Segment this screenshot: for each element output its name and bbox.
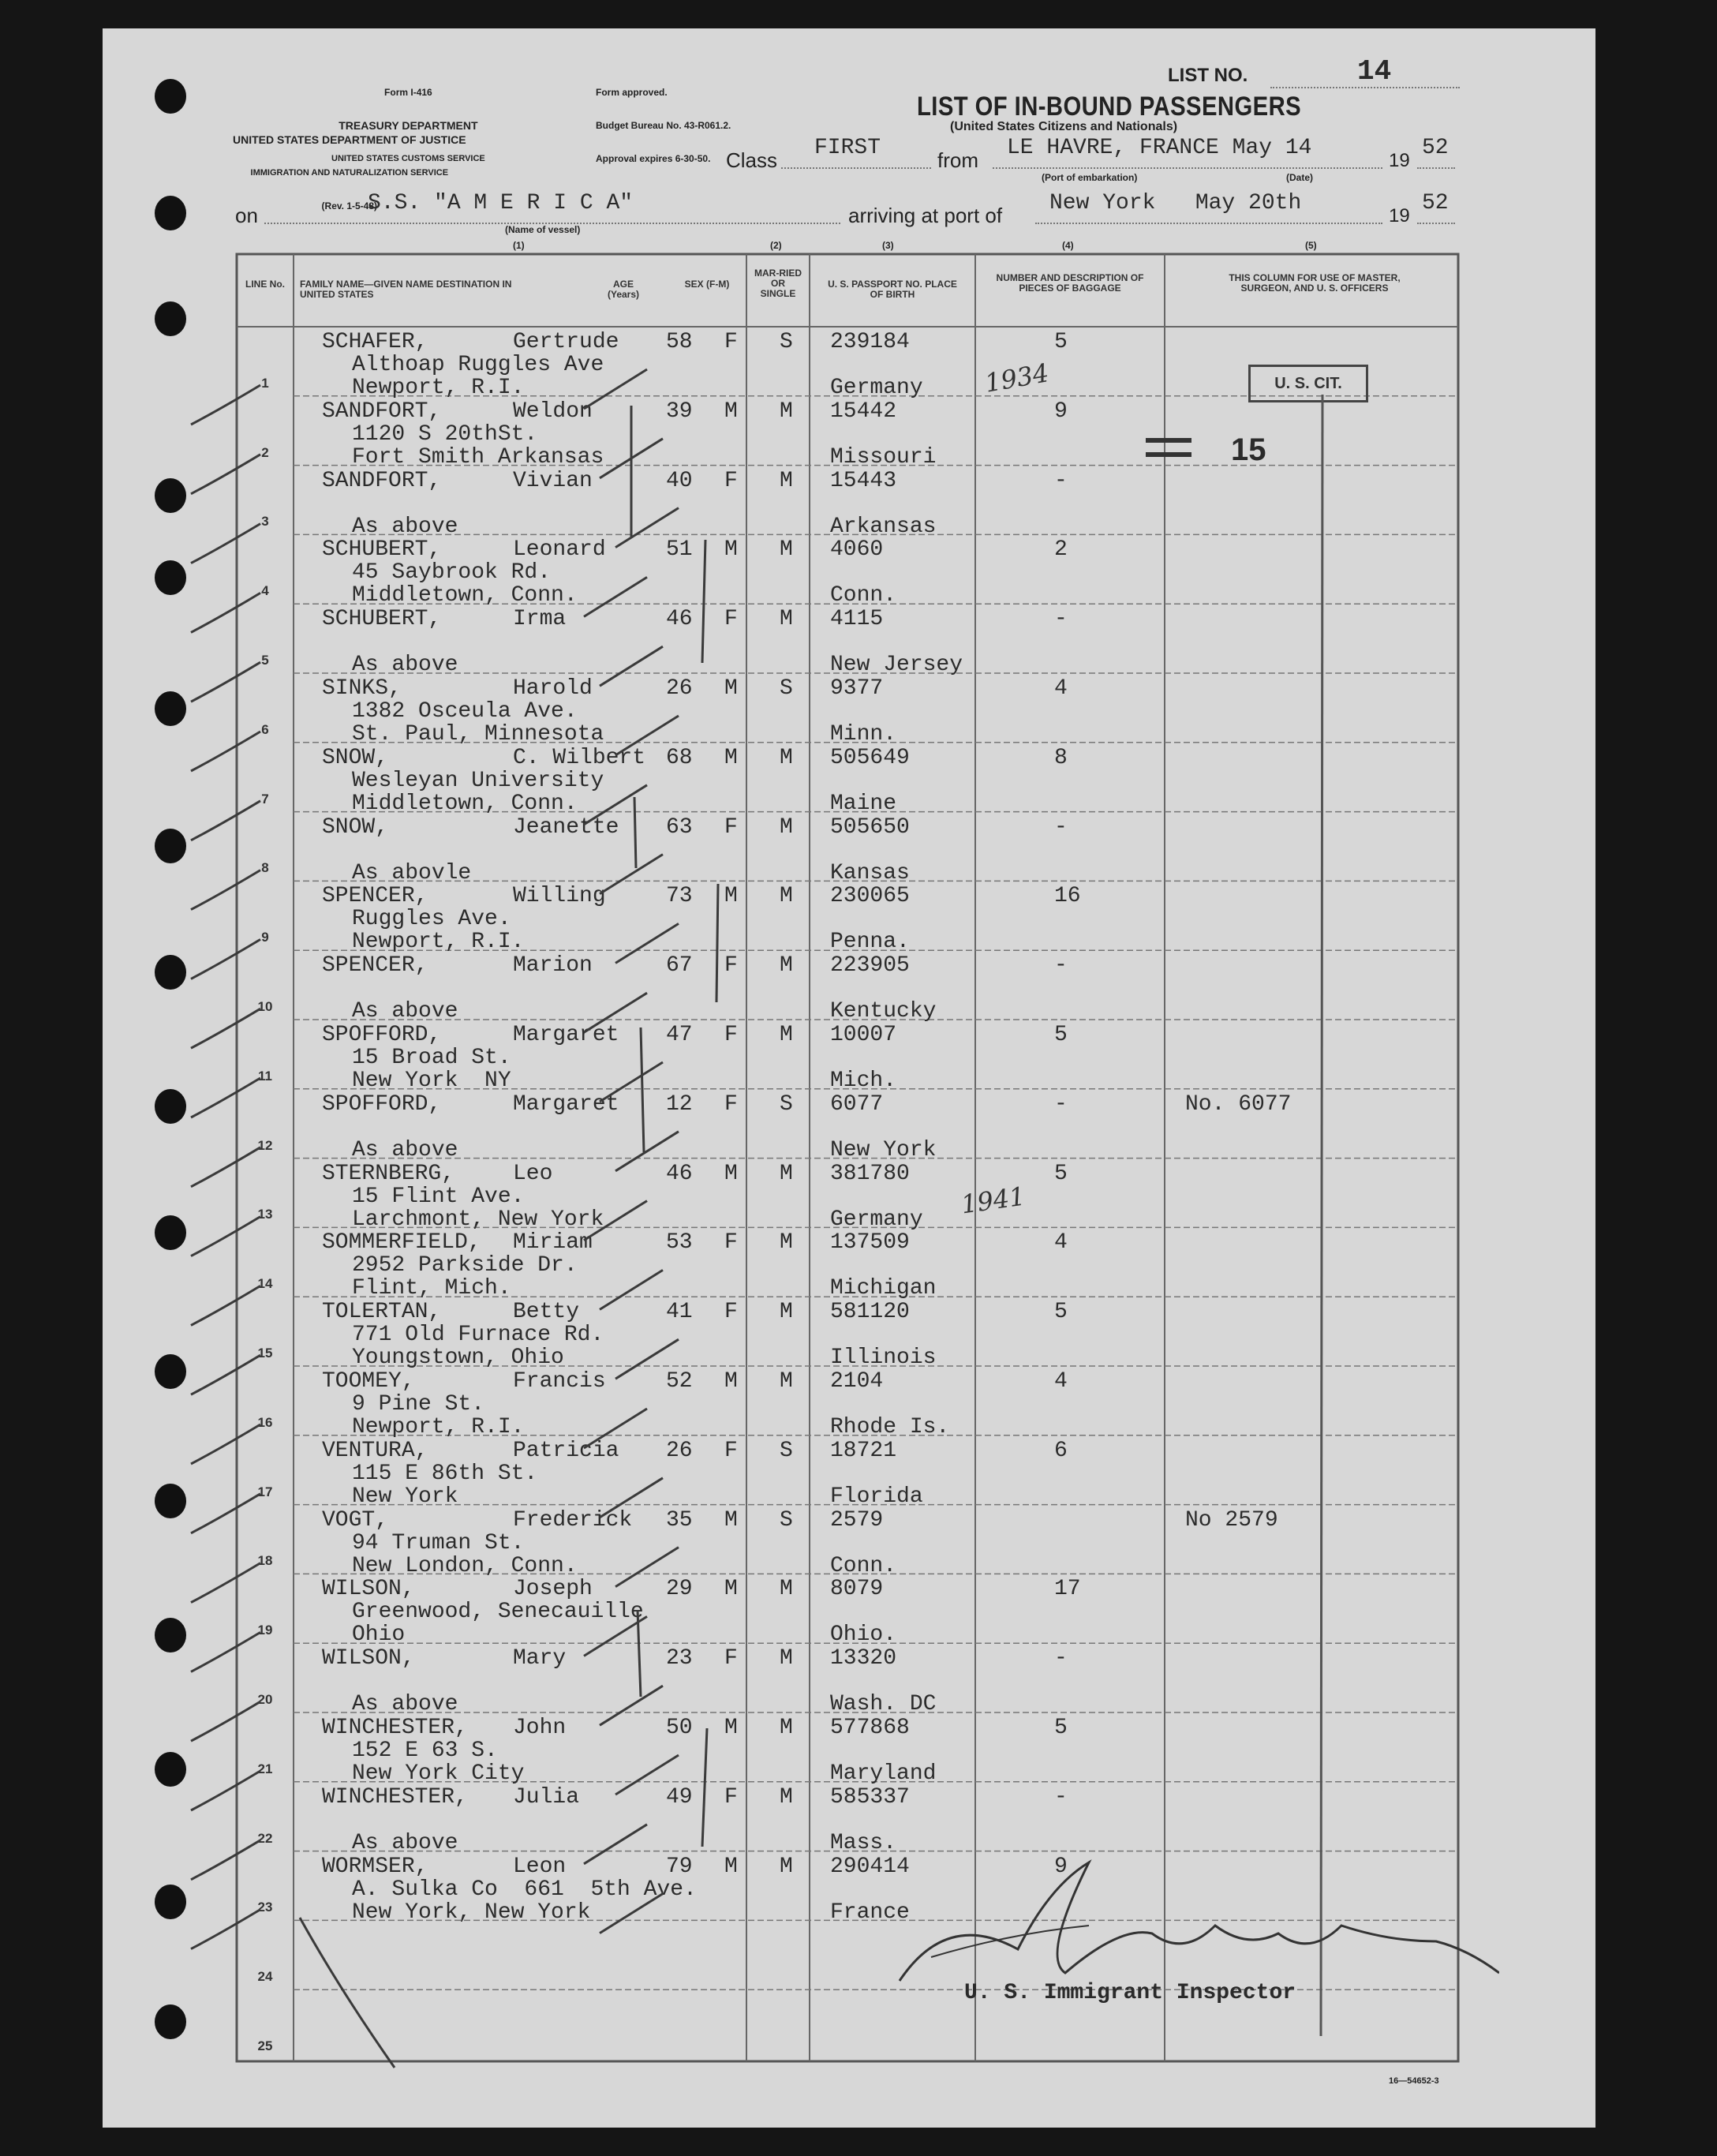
address-line-2: Middletown, Conn. bbox=[352, 791, 578, 816]
given-name: Jeanette bbox=[513, 814, 619, 840]
passport-number: 137509 bbox=[830, 1230, 910, 1256]
age: 39 bbox=[666, 399, 693, 424]
age: 79 bbox=[666, 1854, 693, 1879]
col-number-2: (2) bbox=[770, 240, 782, 251]
line-number: 14 bbox=[257, 1276, 273, 1292]
col-header-officers: THIS COLUMN FOR USE OF MASTER, SURGEON, AND U. S. OFFICERS bbox=[1229, 272, 1401, 294]
handwritten-year-1934: 1934 bbox=[982, 357, 1052, 399]
col-header-sex: SEX (F-M) bbox=[684, 279, 730, 290]
family-name: SNOW, bbox=[322, 814, 389, 840]
age: 46 bbox=[666, 607, 693, 632]
place-of-birth: Germany bbox=[830, 376, 923, 400]
passenger-total: 15 bbox=[1231, 432, 1266, 467]
line-number: 3 bbox=[261, 514, 269, 530]
marital-status: M bbox=[780, 1784, 793, 1810]
marital-status: M bbox=[780, 607, 793, 632]
line-number: 19 bbox=[257, 1623, 273, 1638]
place-of-birth: Germany bbox=[830, 1207, 923, 1232]
line-number: 13 bbox=[257, 1207, 273, 1222]
col-number-3: (3) bbox=[882, 240, 894, 251]
address-line-2: Larchmont, New York bbox=[352, 1207, 604, 1232]
baggage-count: - bbox=[1054, 1091, 1068, 1117]
family-name: SPENCER, bbox=[322, 953, 428, 979]
place-of-birth: New York bbox=[830, 1137, 937, 1162]
sex: M bbox=[724, 1161, 738, 1186]
family-name: VOGT, bbox=[322, 1507, 389, 1533]
address-line-2: New York bbox=[352, 1484, 458, 1509]
line-number: 25 bbox=[257, 2038, 273, 2053]
address-line-1: 115 E 86th St. bbox=[352, 1461, 538, 1486]
place-of-birth: New Jersey bbox=[830, 653, 963, 678]
marital-status: M bbox=[780, 1716, 793, 1740]
family-name: SCHUBERT, bbox=[322, 607, 442, 632]
age: 67 bbox=[666, 953, 693, 979]
col-number-4: (4) bbox=[1062, 240, 1074, 251]
from-label: from bbox=[937, 148, 978, 172]
line-number: 10 bbox=[257, 999, 273, 1014]
agency-name: UNITED STATES DEPARTMENT OF JUSTICE bbox=[233, 133, 466, 146]
marital-status: M bbox=[780, 1369, 793, 1394]
marital-status: M bbox=[780, 884, 793, 909]
given-name: Mary bbox=[513, 1646, 567, 1671]
marital-status: M bbox=[780, 1023, 793, 1047]
given-name: Margaret bbox=[513, 1091, 619, 1117]
marital-status: S bbox=[780, 1438, 793, 1463]
place-of-birth: Minn. bbox=[830, 722, 897, 747]
address-line-1: 15 Broad St. bbox=[352, 1046, 511, 1070]
marital-status: M bbox=[780, 814, 793, 840]
passport-number: 4115 bbox=[830, 607, 884, 632]
passport-number: 290414 bbox=[830, 1854, 910, 1879]
place-of-birth: Illinois bbox=[830, 1346, 937, 1371]
address-line-1: A. Sulka Co 661 5th Ave. bbox=[352, 1877, 697, 1902]
age: 29 bbox=[666, 1577, 693, 1602]
given-name: Marion bbox=[513, 953, 593, 979]
address-line-2: Flint, Mich. bbox=[352, 1276, 511, 1301]
passport-number: 15442 bbox=[830, 399, 897, 424]
address-line-2: New York, New York bbox=[352, 1900, 591, 1925]
sex: F bbox=[724, 1230, 738, 1256]
baggage-count: 5 bbox=[1054, 330, 1068, 354]
class-label: Class bbox=[726, 148, 778, 172]
col-header-age: AGE (Years) bbox=[607, 279, 640, 300]
document-title: LIST OF IN-BOUND PASSENGERS bbox=[917, 92, 1302, 122]
place-of-birth: France bbox=[830, 1900, 910, 1925]
marital-status: M bbox=[780, 537, 793, 563]
sex: F bbox=[724, 330, 738, 354]
address-line-2: As above bbox=[352, 999, 458, 1024]
place-of-birth: Maine bbox=[830, 791, 897, 816]
line-number: 12 bbox=[257, 1137, 273, 1153]
sex: F bbox=[724, 953, 738, 979]
age: 26 bbox=[666, 676, 693, 701]
family-name: SPOFFORD, bbox=[322, 1023, 442, 1047]
sex: F bbox=[724, 1646, 738, 1671]
address-line-1: 45 Saybrook Rd. bbox=[352, 560, 552, 586]
line-number: 5 bbox=[261, 653, 269, 668]
address-line-1: 1382 Osceula Ave. bbox=[352, 699, 578, 724]
family-name: WILSON, bbox=[322, 1646, 415, 1671]
handwritten-year-1941: 1941 bbox=[959, 1181, 1027, 1220]
inspector-title: U. S. Immigrant Inspector bbox=[964, 1981, 1296, 2005]
passport-number: 13320 bbox=[830, 1646, 897, 1671]
passport-number: 6077 bbox=[830, 1091, 884, 1117]
address-line-2: St. Paul, Minnesota bbox=[352, 722, 604, 747]
address-line-1: 771 Old Furnace Rd. bbox=[352, 1323, 604, 1348]
passport-number: 239184 bbox=[830, 330, 910, 354]
baggage-count: - bbox=[1054, 607, 1068, 632]
port-caption: (Port of embarkation) bbox=[1042, 172, 1138, 183]
list-no-label: LIST NO. bbox=[1168, 65, 1248, 86]
baggage-count: - bbox=[1054, 953, 1068, 979]
baggage-count: 4 bbox=[1054, 676, 1068, 701]
sex: F bbox=[724, 468, 738, 493]
address-line-2: New York City bbox=[352, 1761, 525, 1786]
sex: F bbox=[724, 1784, 738, 1810]
marital-status: S bbox=[780, 1091, 793, 1117]
address-line-1: 15 Flint Ave. bbox=[352, 1184, 525, 1209]
sex: M bbox=[724, 1577, 738, 1602]
address-line-1: 9 Pine St. bbox=[352, 1392, 485, 1417]
line-number: 4 bbox=[261, 583, 269, 599]
age: 58 bbox=[666, 330, 693, 354]
place-of-birth: Rhode Is. bbox=[830, 1415, 950, 1439]
address-line-2: As abovle bbox=[352, 860, 472, 885]
place-of-birth: Michigan bbox=[830, 1276, 937, 1301]
marital-status: M bbox=[780, 1161, 793, 1186]
marital-status: M bbox=[780, 1854, 793, 1879]
sex: M bbox=[724, 1854, 738, 1879]
baggage-count: 4 bbox=[1054, 1230, 1068, 1256]
family-name: SOMMERFIELD, bbox=[322, 1230, 481, 1256]
given-name: Miriam bbox=[513, 1230, 593, 1256]
list-number: 14 bbox=[1357, 55, 1392, 88]
given-name: Willing bbox=[513, 884, 606, 909]
address-line-1: 94 Truman St. bbox=[352, 1530, 525, 1555]
address-line-2: As above bbox=[352, 1137, 458, 1162]
address-line-2: As above bbox=[352, 1830, 458, 1855]
baggage-count: - bbox=[1054, 1646, 1068, 1671]
place-of-birth: Ohio. bbox=[830, 1623, 897, 1648]
address-line-2: Newport, R.I. bbox=[352, 1415, 525, 1439]
given-name: Betty bbox=[513, 1300, 580, 1325]
given-name: Harold bbox=[513, 676, 593, 701]
family-name: SCHAFER, bbox=[322, 330, 428, 354]
place-of-birth: Wash. DC bbox=[830, 1692, 937, 1717]
col-header-baggage: NUMBER AND DESCRIPTION OF PIECES OF BAGGAGE bbox=[996, 272, 1144, 294]
place-of-birth: Arkansas bbox=[830, 514, 937, 539]
marital-status: S bbox=[780, 1507, 793, 1533]
family-name: STERNBERG, bbox=[322, 1161, 455, 1186]
family-name: SANDFORT, bbox=[322, 399, 442, 424]
given-name: John bbox=[513, 1716, 567, 1740]
line-number: 15 bbox=[257, 1346, 273, 1361]
marital-status: M bbox=[780, 1230, 793, 1256]
passport-number: 4060 bbox=[830, 537, 884, 563]
place-of-birth: Mass. bbox=[830, 1830, 897, 1855]
form-code: 16—54652-3 bbox=[1389, 2076, 1439, 2086]
officer-vertical-rule bbox=[1316, 395, 1332, 2052]
department-name: TREASURY DEPARTMENT bbox=[339, 119, 478, 132]
baggage-count: - bbox=[1054, 814, 1068, 840]
sex: F bbox=[724, 814, 738, 840]
line-number: 24 bbox=[257, 1969, 273, 1985]
given-name: Weldon bbox=[513, 399, 593, 424]
marital-status: M bbox=[780, 953, 793, 979]
passport-number: 18721 bbox=[830, 1438, 897, 1463]
passport-number: 381780 bbox=[830, 1161, 910, 1186]
total-marks bbox=[1144, 432, 1199, 464]
baggage-count: 5 bbox=[1054, 1300, 1068, 1325]
baggage-count: - bbox=[1054, 468, 1068, 493]
sex: M bbox=[724, 745, 738, 770]
line-number: 18 bbox=[257, 1553, 273, 1569]
line-number: 8 bbox=[261, 860, 269, 876]
passport-number: 505650 bbox=[830, 814, 910, 840]
age: 52 bbox=[666, 1369, 693, 1394]
age: 46 bbox=[666, 1161, 693, 1186]
agency-service: IMMIGRATION AND NATURALIZATION SERVICE bbox=[250, 168, 449, 178]
passport-number: 581120 bbox=[830, 1300, 910, 1325]
marital-status: S bbox=[780, 330, 793, 354]
marital-status: M bbox=[780, 399, 793, 424]
age: 41 bbox=[666, 1300, 693, 1325]
baggage-count: 17 bbox=[1054, 1577, 1081, 1602]
age: 73 bbox=[666, 884, 693, 909]
sex: F bbox=[724, 1023, 738, 1047]
age: 47 bbox=[666, 1023, 693, 1047]
line-number: 21 bbox=[257, 1761, 273, 1776]
marital-status: S bbox=[780, 676, 793, 701]
col-header-passport: U. S. PASSPORT NO. PLACE OF BIRTH bbox=[828, 279, 957, 300]
address-line-2: New York NY bbox=[352, 1069, 511, 1093]
place-of-birth: Maryland bbox=[830, 1761, 937, 1786]
class-value: FIRST bbox=[814, 136, 881, 160]
sex: F bbox=[724, 607, 738, 632]
place-of-birth: Conn. bbox=[830, 583, 897, 608]
age: 35 bbox=[666, 1507, 693, 1533]
passport-number: 15443 bbox=[830, 468, 897, 493]
marital-status: M bbox=[780, 1646, 793, 1671]
sex: F bbox=[724, 1091, 738, 1117]
address-line-2: New London, Conn. bbox=[352, 1553, 578, 1578]
line-number: 1 bbox=[261, 375, 269, 391]
baggage-count: 4 bbox=[1054, 1369, 1068, 1394]
sex: M bbox=[724, 676, 738, 701]
sex: M bbox=[724, 537, 738, 563]
given-name: Francis bbox=[513, 1369, 606, 1394]
passport-number: 9377 bbox=[830, 676, 884, 701]
given-name: Leon bbox=[513, 1854, 567, 1879]
passport-number: 585337 bbox=[830, 1784, 910, 1810]
on-label: on bbox=[235, 204, 258, 227]
family-name: WINCHESTER, bbox=[322, 1716, 468, 1740]
given-name: Gertrude bbox=[513, 330, 619, 354]
given-name: Margaret bbox=[513, 1023, 619, 1047]
line-number: 6 bbox=[261, 721, 269, 737]
revision-date: (Rev. 1-5-48) bbox=[321, 200, 378, 211]
sex: M bbox=[724, 399, 738, 424]
col-number-1: (1) bbox=[513, 240, 525, 251]
age: 63 bbox=[666, 814, 693, 840]
place-of-birth: Missouri bbox=[830, 444, 937, 470]
address-line-1: 1120 S 20thSt. bbox=[352, 421, 538, 447]
line-number: 23 bbox=[257, 1900, 273, 1915]
passport-number: 505649 bbox=[830, 745, 910, 770]
sex: M bbox=[724, 884, 738, 909]
age: 50 bbox=[666, 1716, 693, 1740]
sex: M bbox=[724, 1507, 738, 1533]
arriving-label: arriving at port of bbox=[848, 204, 1003, 227]
given-name: Leonard bbox=[513, 537, 606, 563]
given-name: Patricia bbox=[513, 1438, 619, 1463]
place-of-birth: Mich. bbox=[830, 1069, 897, 1093]
passport-number: 8079 bbox=[830, 1577, 884, 1602]
place-of-birth: Conn. bbox=[830, 1553, 897, 1578]
us-citizen-stamp: U. S. CIT. bbox=[1248, 365, 1368, 402]
line-number: 22 bbox=[257, 1830, 273, 1846]
baggage-count: 5 bbox=[1054, 1161, 1068, 1186]
passport-number: 2104 bbox=[830, 1369, 884, 1394]
address-line-1: Althoap Ruggles Ave bbox=[352, 353, 604, 377]
marital-status: M bbox=[780, 745, 793, 770]
year-value-2: 52 bbox=[1422, 191, 1449, 215]
baggage-count: 8 bbox=[1054, 745, 1068, 770]
family-name: VENTURA, bbox=[322, 1438, 428, 1463]
family-name: TOLERTAN, bbox=[322, 1300, 442, 1325]
address-line-1: Greenwood, Senecauille bbox=[352, 1600, 644, 1625]
given-name: C. Wilbert bbox=[513, 745, 646, 770]
address-line-2: Middletown, Conn. bbox=[352, 583, 578, 608]
family-name: WORMSER, bbox=[322, 1854, 428, 1879]
baggage-count: 16 bbox=[1054, 884, 1081, 909]
place-of-birth: Kansas bbox=[830, 860, 910, 885]
given-name: Irma bbox=[513, 607, 567, 632]
place-of-birth: Florida bbox=[830, 1484, 923, 1509]
address-line-2: As above bbox=[352, 514, 458, 539]
passport-number: 223905 bbox=[830, 953, 910, 979]
address-line-2: Newport, R.I. bbox=[352, 376, 525, 400]
address-line-2: As above bbox=[352, 653, 458, 678]
officer-note: No. 6077 bbox=[1185, 1091, 1292, 1117]
age: 68 bbox=[666, 745, 693, 770]
col-header-married: MAR-RIED OR SINGLE bbox=[754, 268, 802, 299]
inspector-signature bbox=[884, 1839, 1499, 1997]
document-subtitle: (United States Citizens and Nationals) bbox=[950, 120, 1178, 133]
baggage-count: - bbox=[1054, 1784, 1068, 1810]
address-line-2: Ohio bbox=[352, 1623, 406, 1648]
family-name: SPENCER, bbox=[322, 884, 428, 909]
year-prefix-2: 19 bbox=[1389, 205, 1410, 226]
baggage-count: 9 bbox=[1054, 1854, 1068, 1879]
age: 53 bbox=[666, 1230, 693, 1256]
address-line-1: 2952 Parkside Dr. bbox=[352, 1253, 578, 1278]
age: 12 bbox=[666, 1091, 693, 1117]
given-name: Joseph bbox=[513, 1577, 593, 1602]
line-number: 9 bbox=[261, 930, 269, 945]
age: 40 bbox=[666, 468, 693, 493]
sex: F bbox=[724, 1300, 738, 1325]
family-name: WILSON, bbox=[322, 1577, 415, 1602]
given-name: Vivian bbox=[513, 468, 593, 493]
year-prefix-1: 19 bbox=[1389, 150, 1410, 171]
family-name: SCHUBERT, bbox=[322, 537, 442, 563]
address-line-2: Fort Smith Arkansas bbox=[352, 444, 604, 470]
embarkation-value: LE HAVRE, FRANCE May 14 bbox=[1007, 136, 1312, 160]
address-line-1: 152 E 63 S. bbox=[352, 1739, 498, 1763]
family-name: WINCHESTER, bbox=[322, 1784, 468, 1810]
age: 26 bbox=[666, 1438, 693, 1463]
passport-number: 2579 bbox=[830, 1507, 884, 1533]
marital-status: M bbox=[780, 1300, 793, 1325]
year-value-1: 52 bbox=[1422, 136, 1449, 160]
family-name: SANDFORT, bbox=[322, 468, 442, 493]
family-name: TOOMEY, bbox=[322, 1369, 415, 1394]
age: 23 bbox=[666, 1646, 693, 1671]
form-number: Form I-416 bbox=[384, 87, 432, 98]
sex: M bbox=[724, 1716, 738, 1740]
baggage-count: 6 bbox=[1054, 1438, 1068, 1463]
address-line-2: Youngstown, Ohio bbox=[352, 1346, 564, 1371]
age: 49 bbox=[666, 1784, 693, 1810]
passport-number: 10007 bbox=[830, 1023, 897, 1047]
baggage-count: 2 bbox=[1054, 537, 1068, 563]
approval-expiry: Approval expires 6-30-50. bbox=[596, 153, 711, 164]
baggage-count: 5 bbox=[1054, 1716, 1068, 1740]
budget-bureau-line: Budget Bureau No. 43-R061.2. bbox=[596, 120, 731, 131]
line-number: 20 bbox=[257, 1692, 273, 1707]
sex: F bbox=[724, 1438, 738, 1463]
date-caption: (Date) bbox=[1286, 172, 1314, 183]
address-line-1: Ruggles Ave. bbox=[352, 907, 511, 932]
approval-line: Form approved. bbox=[596, 87, 668, 98]
family-name: SNOW, bbox=[322, 745, 389, 770]
officer-note: No 2579 bbox=[1185, 1507, 1278, 1533]
col-number-5: (5) bbox=[1305, 240, 1317, 251]
marital-status: M bbox=[780, 1577, 793, 1602]
place-of-birth: Kentucky bbox=[830, 999, 937, 1024]
col-header-name: FAMILY NAME—GIVEN NAME DESTINATION IN UNITED STATES bbox=[300, 279, 512, 300]
line-number: 7 bbox=[261, 791, 269, 807]
vessel-name: S.S. "A M E R I C A" bbox=[368, 191, 634, 215]
family-name: SINKS, bbox=[322, 676, 402, 701]
family-name: SPOFFORD, bbox=[322, 1091, 442, 1117]
address-line-2: Newport, R.I. bbox=[352, 930, 525, 955]
line-number: 11 bbox=[258, 1068, 272, 1084]
baggage-count: 9 bbox=[1054, 399, 1068, 424]
arrival-port: New York May 20th bbox=[1049, 191, 1302, 215]
service-name: UNITED STATES CUSTOMS SERVICE bbox=[331, 154, 485, 163]
passport-number: 577868 bbox=[830, 1716, 910, 1740]
age: 51 bbox=[666, 537, 693, 563]
sex: M bbox=[724, 1369, 738, 1394]
col-header-line: LINE No. bbox=[245, 279, 285, 290]
passport-number: 230065 bbox=[830, 884, 910, 909]
line-number: 2 bbox=[261, 444, 269, 460]
given-name: Julia bbox=[513, 1784, 580, 1810]
line-number: 16 bbox=[257, 1414, 273, 1430]
given-name: Frederick bbox=[513, 1507, 633, 1533]
given-name: Leo bbox=[513, 1161, 553, 1186]
vessel-caption: (Name of vessel) bbox=[505, 224, 581, 235]
address-line-1: Wesleyan University bbox=[352, 768, 604, 793]
address-line-2: As above bbox=[352, 1692, 458, 1717]
baggage-count: 5 bbox=[1054, 1023, 1068, 1047]
place-of-birth: Penna. bbox=[830, 930, 910, 955]
marital-status: M bbox=[780, 468, 793, 493]
line-number: 17 bbox=[257, 1484, 273, 1499]
